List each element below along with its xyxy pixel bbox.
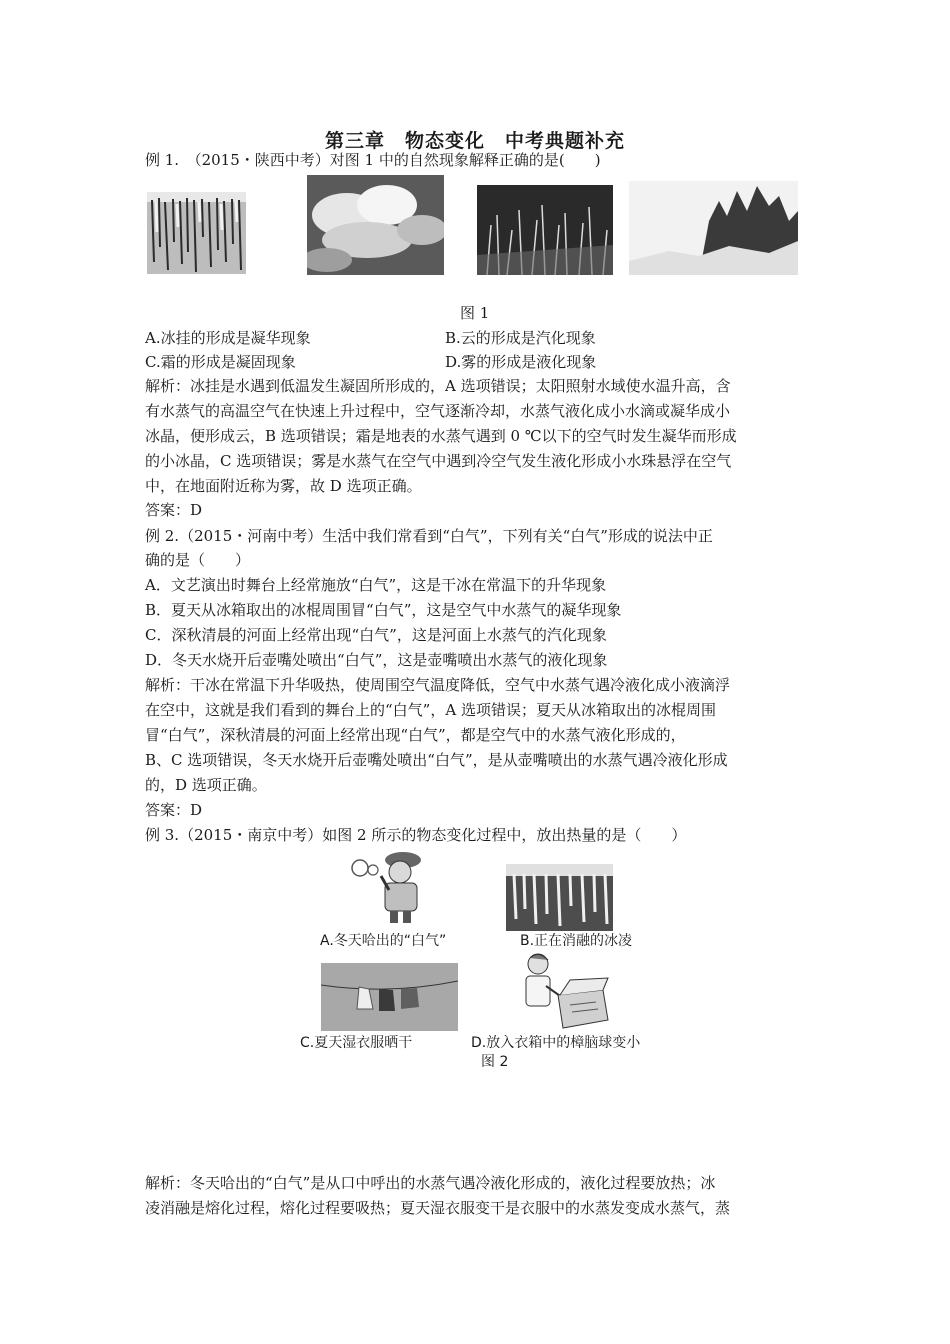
icicle-photo: [147, 192, 246, 274]
drying-clothes-photo: [321, 963, 458, 1031]
ex2-option-b: B．夏天从冰箱取出的冰棍周围冒“白气”，这是空气中水蒸气的凝华现象: [145, 601, 622, 619]
ex3-analysis-line: 解析：冬天哈出的“白气”是从口中呼出的水蒸气遇冷液化形成的，液化过程要放热；冰: [145, 1174, 716, 1192]
ex2-question-line: 例 2.（2015・河南中考）生活中我们常看到“白气”，下列有关“白气”形成的说法中正: [145, 527, 713, 545]
ex2-analysis-line: B、C 选项错误，冬天水烧开后壶嘴处喷出“白气”，是从壶嘴喷出的水蒸气遇冷液化形成: [145, 751, 728, 769]
frost-photo: [477, 185, 613, 275]
ex1-analysis-line: 中，在地面附近称为雾，故 D 选项正确。: [145, 477, 422, 495]
ex1-option-d: D.雾的形成是液化现象: [445, 353, 597, 371]
ex3-question: 例 3.（2015・南京中考）如图 2 所示的物态变化过程中，放出热量的是（ ）: [145, 826, 687, 844]
breath-cartoon: [345, 848, 440, 928]
ex2-question-line: 确的是（ ）: [145, 551, 251, 569]
ex2-option-d: D．冬天水烧开后壶嘴处喷出“白气”，这是壶嘴喷出水蒸气的液化现象: [145, 651, 608, 669]
melting-icicle-photo: [506, 864, 613, 931]
ex1-option-b: B.云的形成是汽化现象: [445, 329, 596, 347]
ex2-analysis-line: 冒“白气”，深秋清晨的河面上经常出现“白气”，都是空气中的水蒸气液化形成的，: [145, 726, 686, 744]
ex2-analysis-line: 解析：干冰在常温下升华吸热，使周围空气温度降低，空气中水蒸气遇冷液化成小液滴浮: [145, 676, 731, 694]
figure-1-label: 图 1: [460, 304, 490, 322]
ex1-answer: 答案：D: [145, 501, 203, 519]
ex2-option-c: C．深秋清晨的河面上经常出现“白气”，这是河面上水蒸气的汽化现象: [145, 626, 607, 644]
page-title: 第三章 物态变化 中考典题补充: [324, 130, 625, 152]
ex1-option-a: A.冰挂的形成是凝华现象: [145, 329, 311, 347]
ex1-analysis-line: 解析：冰挂是水遇到低温发生凝固所形成的，A 选项错误；太阳照射水域使水温升高，含: [145, 377, 731, 395]
ex1-analysis-line: 冰晶，便形成云，B 选项错误；霜是地表的水蒸气遇到 0 ℃以下的空气时发生凝华而形成: [145, 427, 737, 445]
caption-a: A.冬天哈出的“白气”: [320, 933, 447, 949]
caption-b: B.正在消融的冰凌: [520, 933, 633, 949]
ex1-option-c: C.霜的形成是凝固现象: [145, 353, 296, 371]
ex2-analysis-line: 的，D 选项正确。: [145, 776, 267, 794]
ex1-question: 例 1. （2015・陕西中考）对图 1 中的自然现象解释正确的是( ): [145, 151, 601, 169]
ex2-analysis-line: 在空中，这就是我们看到的舞台上的“白气”，A 选项错误；夏天从冰箱取出的冰棍周围: [145, 701, 716, 719]
cloud-photo: [307, 175, 444, 275]
figure-2-label: 图 2: [481, 1054, 509, 1070]
caption-c: C.夏天湿衣服晒干: [300, 1035, 413, 1051]
ex1-analysis-line: 的小冰晶，C 选项错误；雾是水蒸气在空气中遇到冷空气发生液化形成小水珠悬浮在空气: [145, 452, 732, 470]
ex2-answer: 答案：D: [145, 801, 203, 819]
camphor-box-cartoon: [508, 950, 610, 1032]
ex3-analysis-line: 凌消融是熔化过程，熔化过程要吸热；夏天湿衣服变干是衣服中的水蒸发变成水蒸气，蒸: [145, 1199, 731, 1217]
ex2-option-a: A．文艺演出时舞台上经常施放“白气”，这是干冰在常温下的升华现象: [145, 576, 607, 594]
fog-mountain-photo: [629, 181, 798, 275]
ex1-analysis-line: 有水蒸气的高温空气在快速上升过程中，空气逐渐冷却，水蒸气液化成小水滴或凝华成小: [145, 402, 731, 420]
caption-d: D.放入衣箱中的樟脑球变小: [471, 1035, 641, 1051]
